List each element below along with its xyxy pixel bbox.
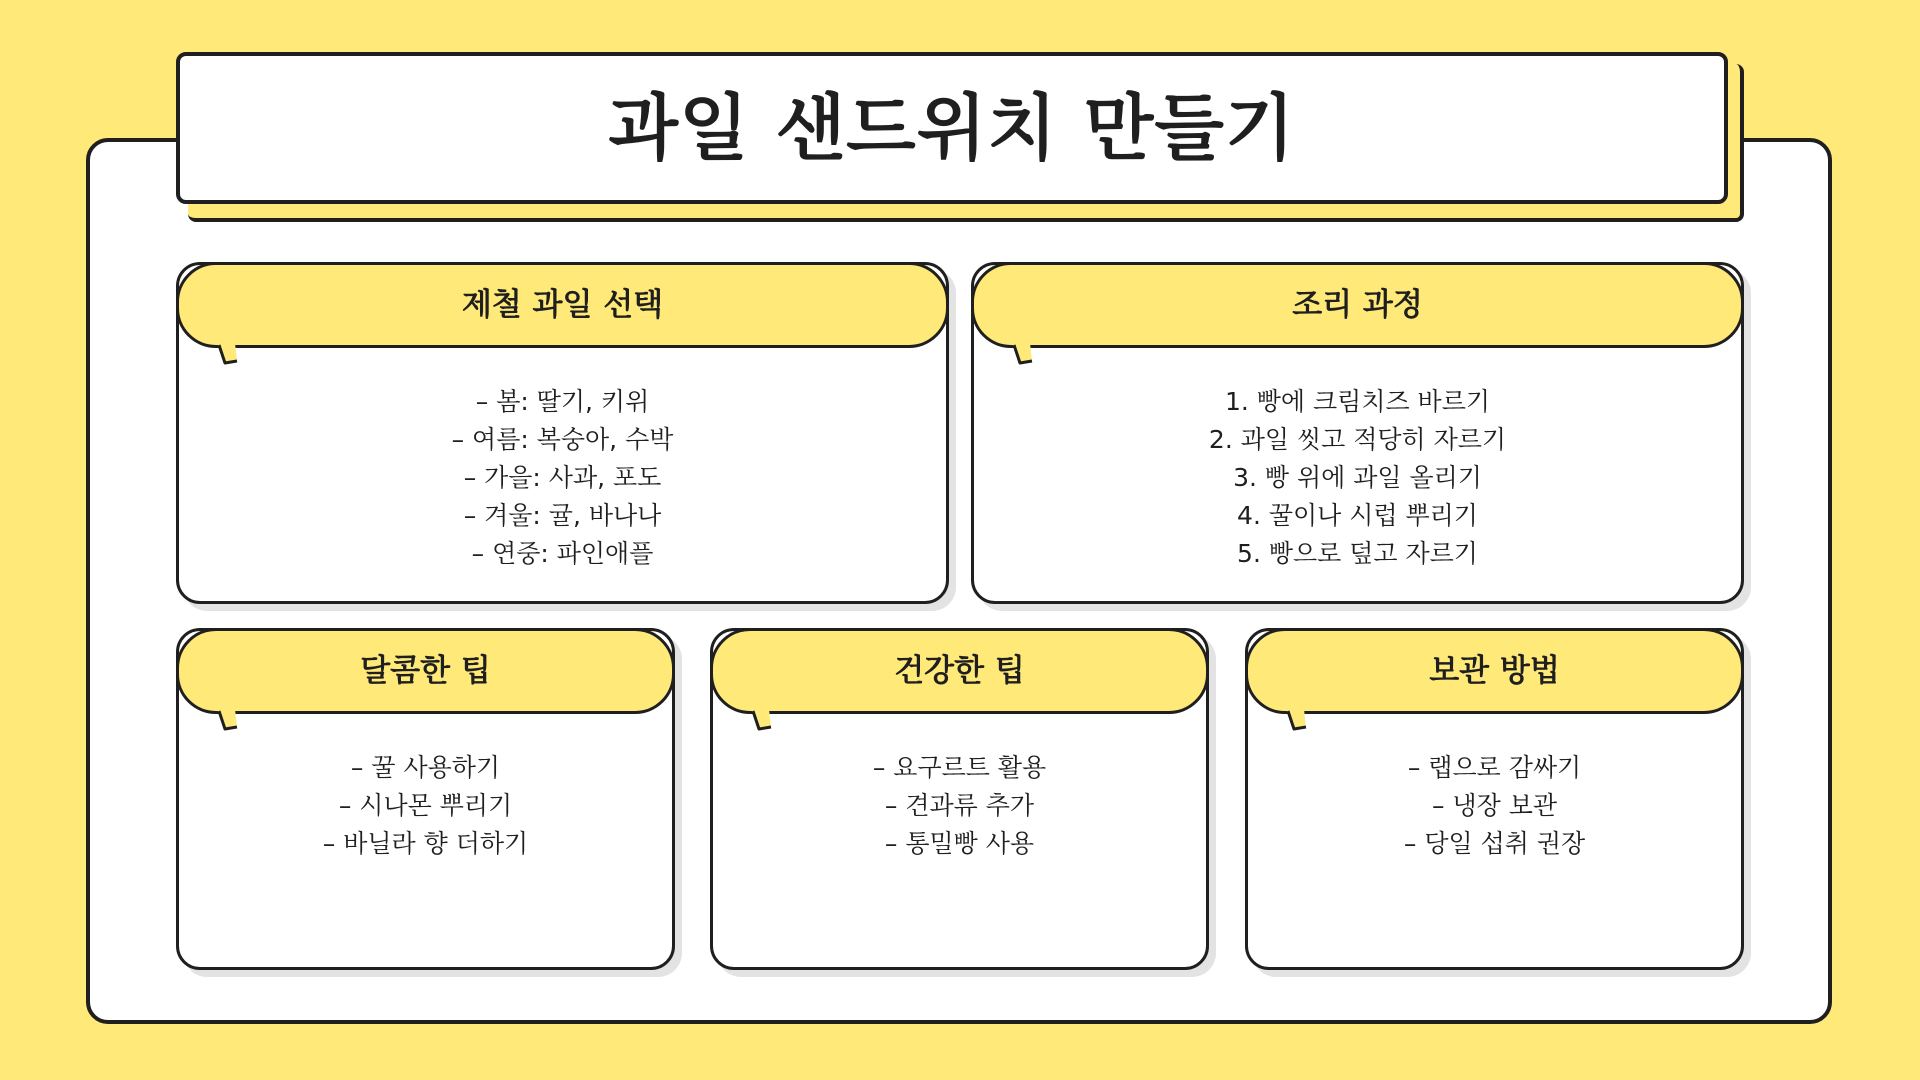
speech-tail-icon: [749, 709, 775, 735]
card-heading: 조리 과정: [1292, 286, 1423, 323]
list-item: 2. 과일 씻고 적당히 자르기: [1208, 425, 1507, 454]
speech-tail-icon: [215, 343, 241, 369]
card-header: [176, 262, 949, 348]
list-item: 4. 꿀이나 시럽 뿌리기: [1237, 501, 1478, 530]
card-header: [971, 262, 1744, 348]
card-storage: [1245, 628, 1744, 970]
page-title: 과일 샌드위치 만들기: [608, 86, 1296, 170]
list-item: – 시나몬 뿌리기: [338, 791, 513, 820]
speech-tail-icon: [215, 709, 241, 735]
list-item: – 여름: 복숭아, 수박: [451, 425, 674, 454]
list-item: – 겨울: 귤, 바나나: [463, 501, 662, 530]
card-header: [710, 628, 1209, 714]
list-item: – 연중: 파인애플: [471, 539, 654, 568]
list-item: – 통밀빵 사용: [884, 829, 1035, 858]
list-item: – 당일 섭취 권장: [1403, 829, 1586, 858]
card-list: [179, 749, 672, 863]
card-list: [713, 749, 1206, 863]
card-list: [974, 383, 1741, 573]
card-heading: 제철 과일 선택: [461, 286, 664, 323]
card-list: [1248, 749, 1741, 863]
list-item: – 봄: 딸기, 키위: [475, 387, 650, 416]
card-heading: 달콤한 팁: [360, 652, 491, 689]
list-item: 1. 빵에 크림치즈 바르기: [1224, 387, 1491, 416]
title-box: [176, 52, 1728, 204]
list-item: – 꿀 사용하기: [350, 753, 501, 782]
card-seasonal-fruit: [176, 262, 949, 604]
list-item: – 견과류 추가: [884, 791, 1035, 820]
list-item: 5. 빵으로 덮고 자르기: [1237, 539, 1478, 568]
list-item: – 바닐라 향 더하기: [322, 829, 529, 858]
speech-tail-icon: [1010, 343, 1036, 369]
card-header: [176, 628, 675, 714]
card-healthy-tips: [710, 628, 1209, 970]
list-item: – 냉장 보관: [1432, 791, 1557, 820]
speech-tail-icon: [1284, 709, 1310, 735]
card-list: [179, 383, 946, 573]
card-heading: 건강한 팁: [894, 652, 1025, 689]
card-header: [1245, 628, 1744, 714]
list-item: – 요구르트 활용: [872, 753, 1047, 782]
card-cooking-steps: [971, 262, 1744, 604]
card-heading: 보관 방법: [1429, 652, 1560, 689]
list-item: – 가을: 사과, 포도: [463, 463, 662, 492]
card-sweet-tips: [176, 628, 675, 970]
list-item: 3. 빵 위에 과일 올리기: [1233, 463, 1482, 492]
list-item: – 랩으로 감싸기: [1407, 753, 1582, 782]
